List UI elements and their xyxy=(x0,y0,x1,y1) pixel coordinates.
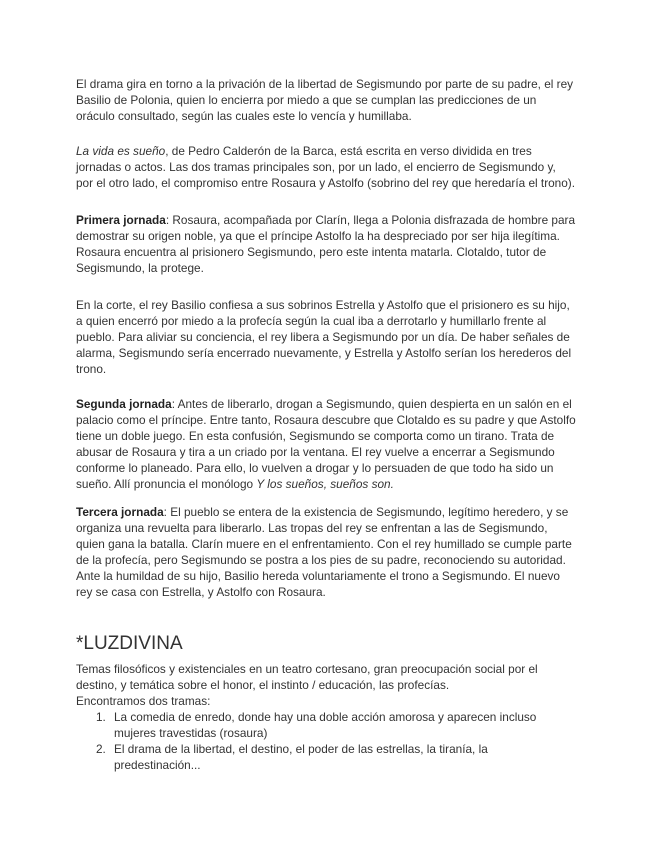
plots-list xyxy=(76,709,576,773)
intro-paragraph: El drama gira en torno a la privación de la libertad de Segismundo por parte de su padre, el rey Basilio de Polonia, quien lo encierra por miedo a que se cumplan las predicciones de un oráculo consultado, según las cuales este lo vencía y humillaba. xyxy=(76,77,574,123)
third-act-label: Tercera jornada xyxy=(76,505,164,519)
list-number: 2. xyxy=(96,742,106,756)
structure-text: , de Pedro Calderón de la Barca, está escrita en verso dividida en tres jornadas o actos. Las dos tramas principales son, por un lado, el encierro de Segismundo y, por el otro lado, el compromiso entre Rosaura y Astolfo (sobrino del rey que heredaría el trono). xyxy=(76,144,576,190)
list-number: 1. xyxy=(96,710,106,724)
list-item-text: El drama de la libertad, el destino, el poder de las estrellas, la tiranía, la predestinación... xyxy=(114,742,488,772)
list-item xyxy=(76,709,576,741)
work-title: La vida es sueño xyxy=(76,144,166,158)
first-act-paragraph xyxy=(76,212,576,276)
second-act-text: : Antes de liberarlo, drogan a Segismundo, quien despierta en un salón en el palacio como el príncipe. Entre tanto, Rosaura descubre que Clotaldo es su padre y que Astolfo tiene un doble juego. En esta confusión, Segismundo se comporta como un tirano. Trata de abusar de Rosaura y tira a un criado por la ventana. El rey vuelve a encerrar a Segismundo conforme lo planeado. Para ello, lo vuelven a drogar y lo persuaden de que todo ha sido un sueño. Allí pronuncia el monólogo xyxy=(76,397,576,491)
list-item xyxy=(76,741,576,773)
court-paragraph: En la corte, el rey Basilio confiesa a sus sobrinos Estrella y Astolfo que el prisionero es su hijo, a quien encerró por miedo a la profecía según la cual iba a derrotarlo y humillarlo frente al pueblo. Para aliviar su conciencia, el rey libera a Segismundo por un día. De haber señales de alarma, Segismundo sería encerrado nuevamente, y Estrella y Astolfo serían los herederos del trono. xyxy=(76,298,572,376)
themes-paragraph: Temas filosóficos y existenciales en un teatro cortesano, gran preocupación social por el destino, y temática sobre el honor, el instinto / educación, las profecías. xyxy=(76,662,538,692)
first-act-text: : Rosaura, acompañada por Clarín, llega a Polonia disfrazada de hombre para demostrar su origen noble, ya que el príncipe Astolfo la ha despreciado por ser hija ilegítima. Rosaura encuentra al prisionero Segismundo, pero este intenta matarla. Clotaldo, tutor de Segismundo, la protege. xyxy=(76,213,576,275)
second-act-paragraph xyxy=(76,396,576,492)
second-act-label: Segunda jornada xyxy=(76,397,172,411)
structure-paragraph xyxy=(76,143,576,191)
first-act-label: Primera jornada xyxy=(76,213,166,227)
plots-intro: Encontramos dos tramas: xyxy=(76,694,211,708)
third-act-paragraph xyxy=(76,504,576,600)
list-item-text: La comedia de enredo, donde hay una doble acción amorosa y aparecen incluso mujeres travestidas (rosaura) xyxy=(114,710,537,740)
section-heading: *LUZDIVINA xyxy=(76,633,183,654)
third-act-text: : El pueblo se entera de la existencia de Segismundo, legítimo heredero, y se organiza una revuelta para liberarlo. Las tropas del rey se enfrentan a las de Segismundo, quien gana la batalla. Clarín muere en el enfrentamiento. Con el rey humillado se cumple parte de la profecía, pero Segismundo se postra a los pies de su padre, reconociendo su autoridad. Ante la humildad de su hijo, Basilio hereda voluntariamente el trono a Segismundo. El nuevo rey se casa con Estrella, y Astolfo con Rosaura. xyxy=(76,505,572,599)
monologue-quote: Y los sueños, sueños son. xyxy=(256,477,394,491)
